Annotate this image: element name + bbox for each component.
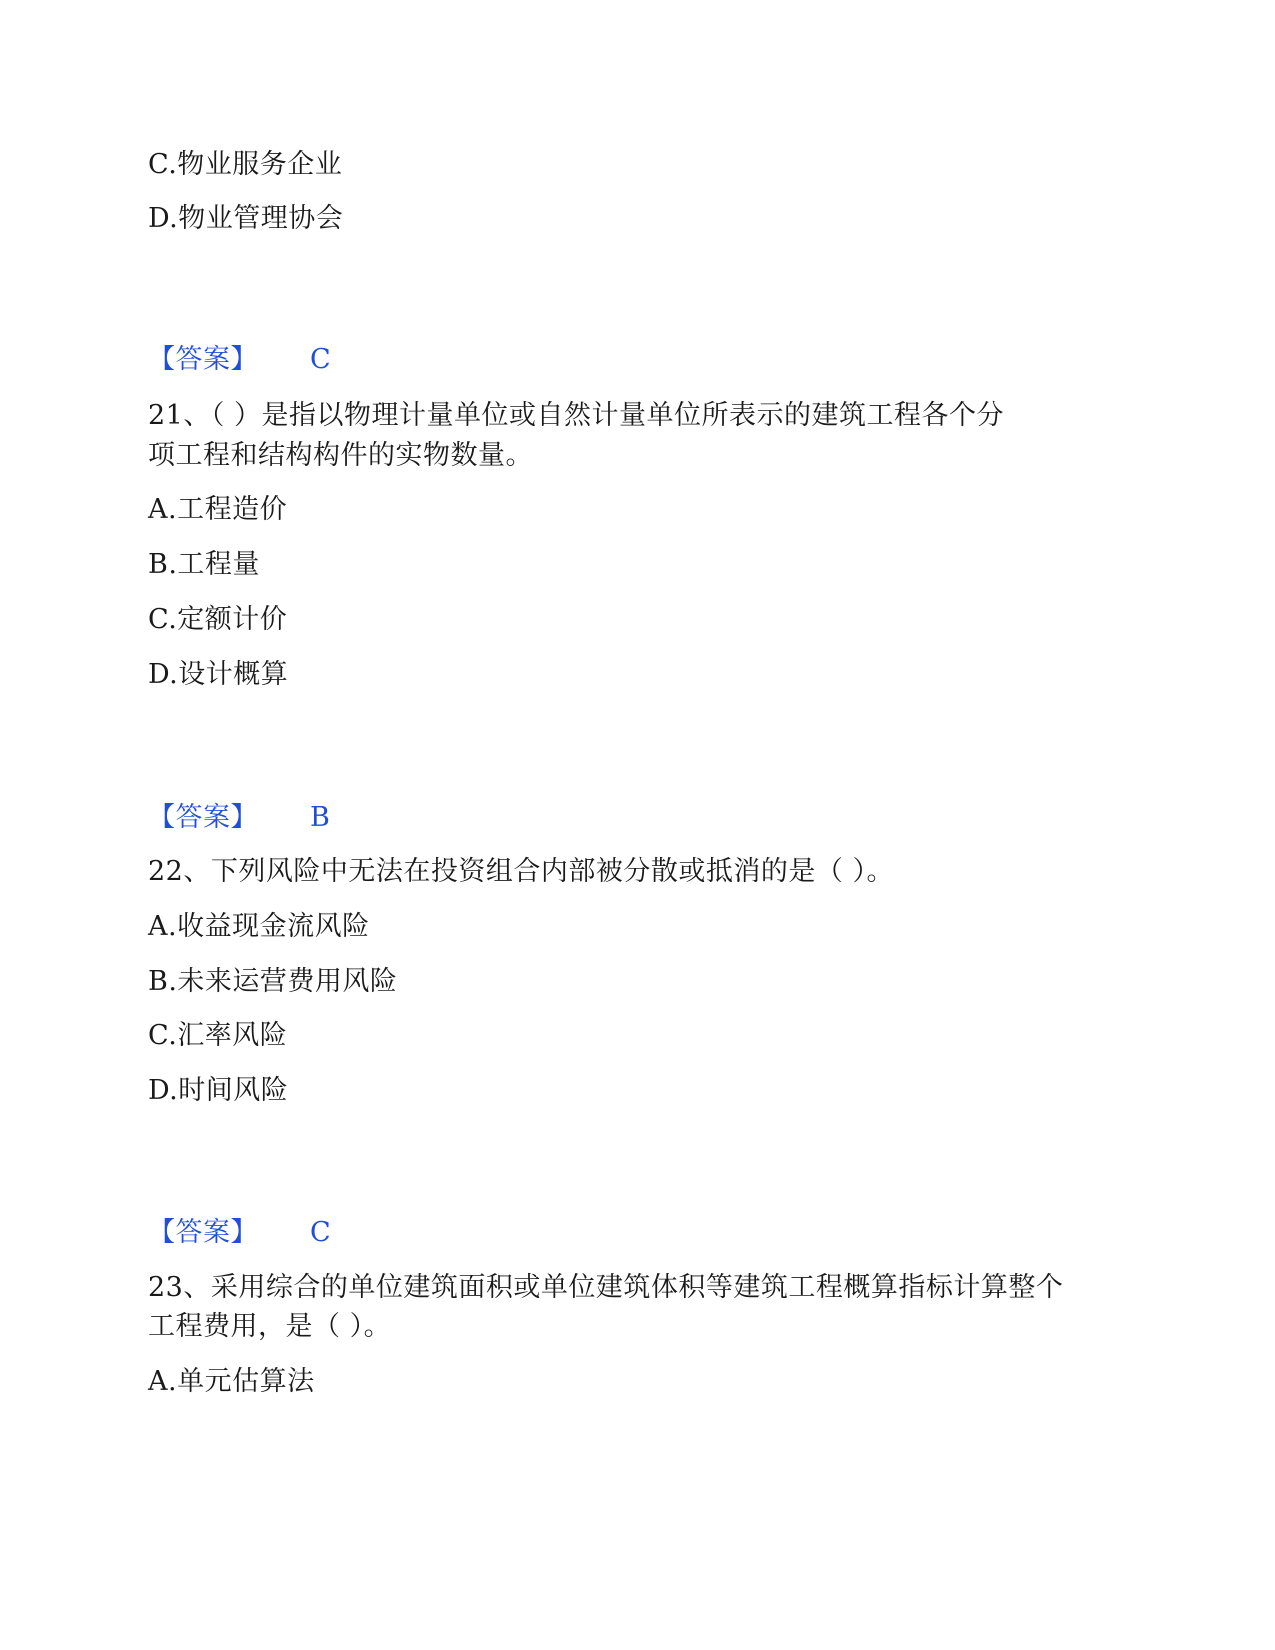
option-b: B.工程量 [148,549,260,580]
option-a: A.单元估算法 [148,1366,315,1397]
question-21-stem: 21、（ ）是指以物理计量单位或自然计量单位所表示的建筑工程各个分 [148,400,1004,431]
answer-line [148,1213,331,1253]
answer-line [148,340,331,380]
option-d: D.设计概算 [148,659,289,690]
option-c: C.汇率风险 [148,1020,288,1051]
answer-label: 【答案】 [148,1217,258,1248]
question-23-stem: 23、采用综合的单位建筑面积或单位建筑体积等建筑工程概算指标计算整个 [148,1272,1064,1303]
answer-label: 【答案】 [148,344,258,375]
option-a: A.收益现金流风险 [148,911,370,942]
option-c: C.定额计价 [148,604,288,635]
question-22-stem: 22、下列风险中无法在投资组合内部被分散或抵消的是（ ）。 [148,856,894,887]
answer-label: 【答案】 [148,802,258,833]
answer-value: B [310,802,331,833]
answer-value: C [310,344,332,375]
answer-line [148,798,330,838]
answer-value: C [310,1217,332,1248]
question-23-stem-cont: 工程费用，是（ ）。 [148,1311,392,1342]
question-21-stem-cont: 项工程和结构构件的实物数量。 [148,440,533,471]
option-b: B.未来运营费用风险 [148,966,398,997]
option-d: D.时间风险 [148,1075,289,1106]
option-c: C.物业服务企业 [148,149,343,180]
option-a: A.工程造价 [148,494,288,525]
option-d: D.物业管理协会 [148,203,344,234]
